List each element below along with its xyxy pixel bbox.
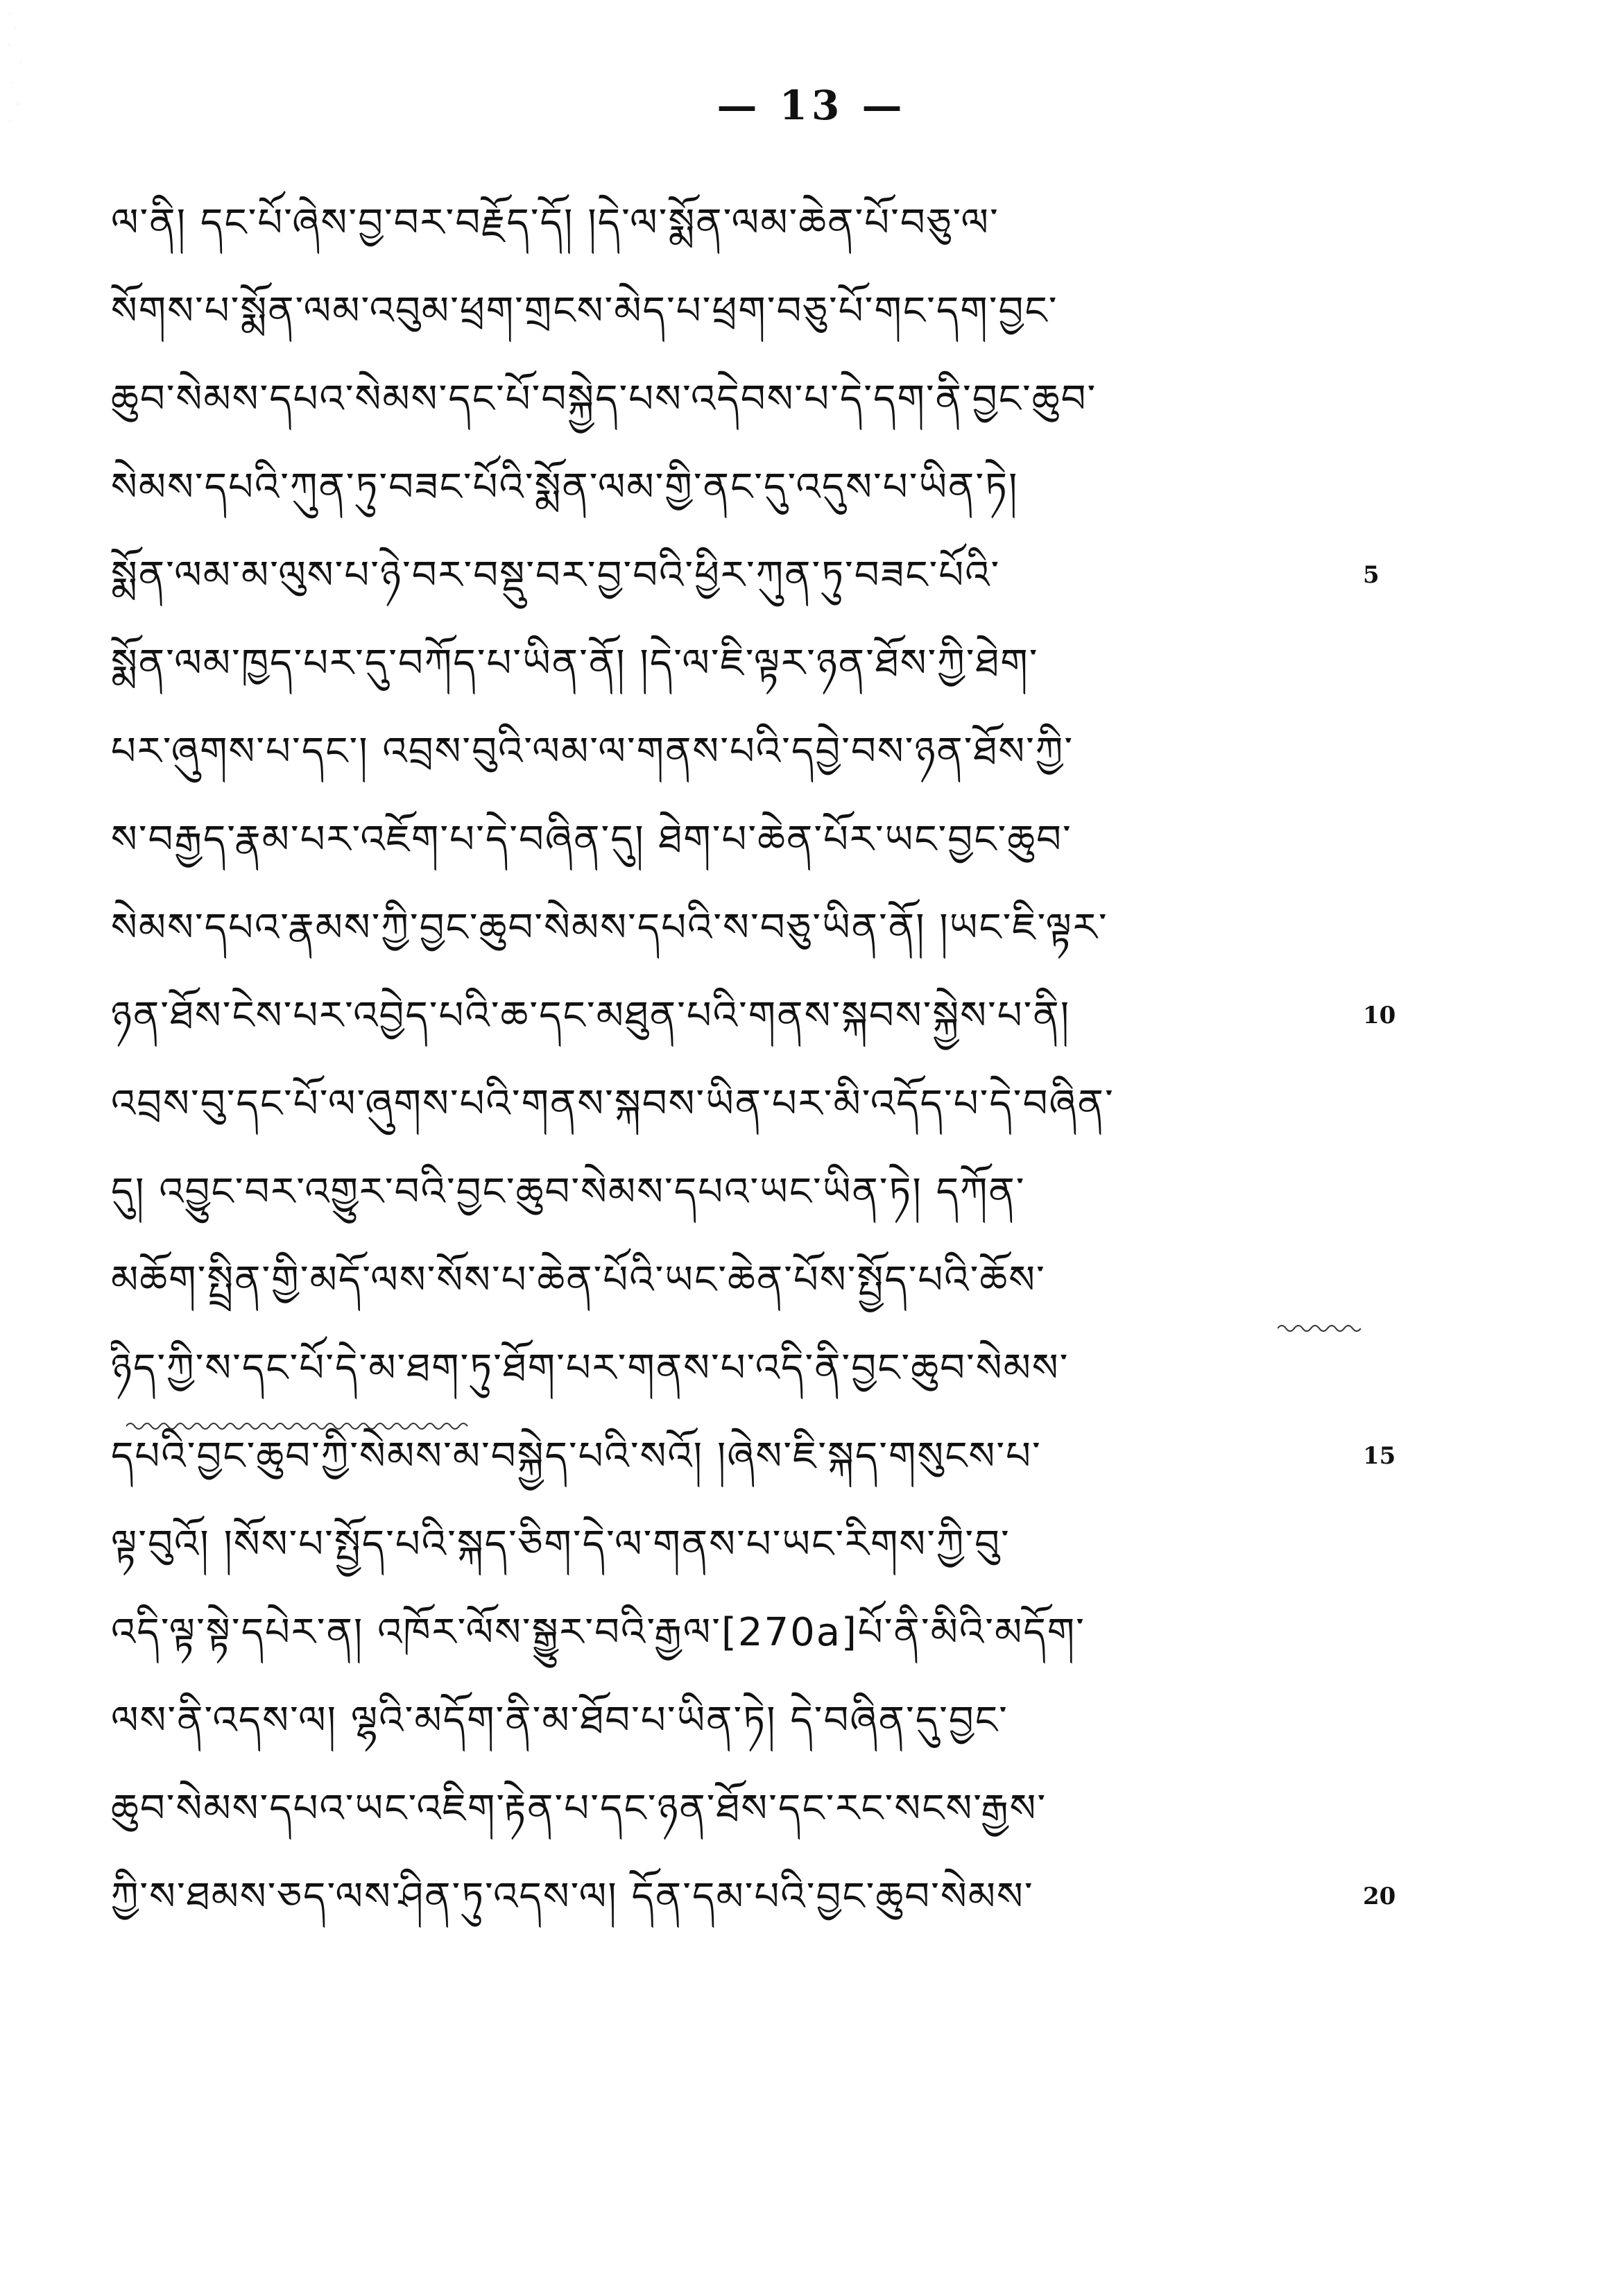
line-number: 5 [1363, 561, 1380, 589]
text-line: ལ་ནི། དང་པོ་ཞེས་བྱ་བར་བརྗོད་དོ། །དེ་ལ་སྨོན་ལམ་ཆེན་པོ་བཅུ་ལ་ [111, 200, 999, 246]
text-line: སེམས་དཔའ་རྣམས་ཀྱི་བྱང་ཆུབ་སེམས་དཔའི་ས་བཅུ་ཡིན་ནོ། །ཡང་ཇི་ལྟར་ [111, 905, 1108, 950]
text-line: ས་བརྒྱད་རྣམ་པར་འཇོག་པ་དེ་བཞིན་དུ། ཐེག་པ་ཆེན་པོར་ཡང་བྱང་ཆུབ་ [111, 817, 1072, 862]
text-line: སེམས་དཔའི་ཀུན་ཏུ་བཟང་པོའི་སྨོན་ལམ་གྱི་ནང་དུ་འདུས་པ་ཡིན་ཏེ། [111, 465, 1019, 510]
text-line: ཆུབ་སེམས་དཔའ་སེམས་དང་པོ་བསྐྱེད་པས་འདེབས་པ་དེ་དག་ནི་བྱང་ཆུབ་ [111, 377, 1097, 422]
wavy-overline [1278, 1321, 1361, 1335]
text-line: ཀྱི་ས་ཐམས་ཅད་ལས་ཤིན་ཏུ་འདས་ལ། དོན་དམ་པའི་བྱང་ཆུབ་སེམས་ [111, 1874, 1034, 1919]
line-number: 15 [1363, 1442, 1396, 1470]
text-line: ལྟ་བུའོ། །སོས་པ་སྤྱོད་པའི་སྐད་ཅིག་དེ་ལ་གནས་པ་ཡང་རིགས་ཀྱི་བུ་ [111, 1522, 1011, 1567]
text-line: དཔའི་བྱང་ཆུབ་ཀྱི་སེམས་མ་བསྐྱེད་པའི་སའོ། །ཞེས་ཇི་སྐད་གསུངས་པ་ [111, 1434, 1042, 1479]
text-line: དུ། འབྱུང་བར་འགྱུར་བའི་བྱང་ཆུབ་སེམས་དཔའ་ཡང་ཡིན་ཏེ། དཀོན་ [111, 1170, 1026, 1215]
tibetan-text-block [111, 179, 1373, 1941]
text-line: སྨོན་ལམ་ཁྱད་པར་དུ་བཀོད་པ་ཡིན་ནོ། །དེ་ལ་ཇི་ལྟར་ཉན་ཐོས་ཀྱི་ཐེག་ [111, 641, 1039, 686]
line-number: 20 [1363, 1883, 1396, 1910]
text-line: པར་ཞུགས་པ་དང་། འབྲས་བུའི་ལམ་ལ་གནས་པའི་དབྱེ་བས་ཉན་ཐོས་ཀྱི་ [111, 729, 1074, 774]
text-line: སྨོན་ལམ་མ་ལུས་པ་ཉེ་བར་བསྡུ་བར་བྱ་བའི་ཕྱིར་ཀུན་ཏུ་བཟང་པོའི་ [111, 553, 1001, 598]
text-line: སོགས་པ་སྨོན་ལམ་འབུམ་ཕྲག་གྲངས་མེད་པ་ཕྲག་བཅུ་པོ་གང་དག་བྱང་ [111, 289, 1058, 334]
line-number: 10 [1363, 1002, 1396, 1029]
text-line: ཉིད་ཀྱི་ས་དང་པོ་དེ་མ་ཐག་ཏུ་ཐོག་པར་གནས་པ་འདི་ནི་བྱང་ཆུབ་སེམས་ [111, 1346, 1070, 1391]
text-line: ཉན་ཐོས་ངེས་པར་འབྱེད་པའི་ཆ་དང་མཐུན་པའི་གནས་སྐབས་སྐྱེས་པ་ནི། [111, 993, 1071, 1038]
page-number: — 13 — [716, 82, 907, 129]
text-line: འདི་ལྟ་སྟེ་དཔེར་ན། འཁོར་ལོས་སྒྱུར་བའི་རྒྱལ་[270a]པོ་ནི་མིའི་མདོག་ [111, 1610, 1085, 1655]
text-line: མཆོག་སྤྲིན་གྱི་མདོ་ལས་སོས་པ་ཆེན་པོའི་ཡང་ཆེན་པོས་སྤྱོད་པའི་ཆོས་ [111, 1258, 1046, 1303]
wavy-underline [126, 1419, 473, 1433]
text-line: ལས་ནི་འདས་ལ། ལྷའི་མདོག་ནི་མ་ཐོབ་པ་ཡིན་ཏེ། དེ་བཞིན་དུ་བྱང་ [111, 1698, 1008, 1743]
text-line: འབྲས་བུ་དང་པོ་ལ་ཞུགས་པའི་གནས་སྐབས་ཡིན་པར་མི་འདོད་པ་དེ་བཞིན་ [111, 1081, 1115, 1126]
text-line: ཆུབ་སེམས་དཔའ་ཡང་འཇིག་རྟེན་པ་དང་ཉན་ཐོས་དང་རང་སངས་རྒྱས་ [111, 1786, 1047, 1831]
